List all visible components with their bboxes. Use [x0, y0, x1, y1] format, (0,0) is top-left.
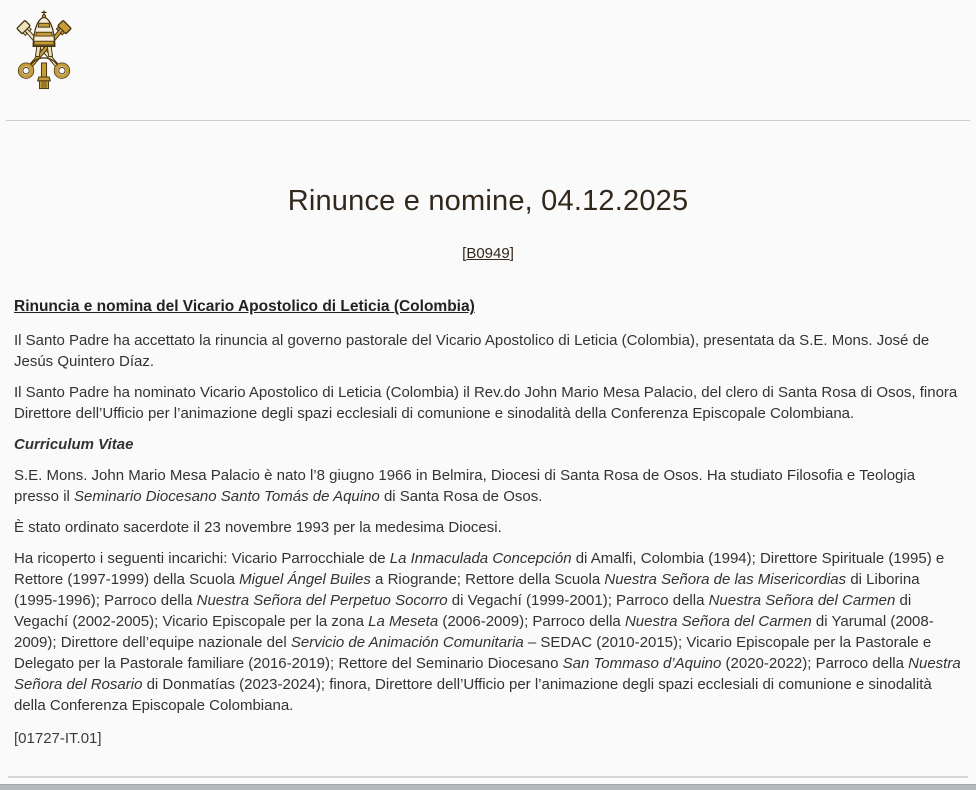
text-run: di Vegachí (2002-2005); Vicario Episcopale per la zona — [14, 592, 912, 631]
text-run: di Santa Rosa de Osos. — [379, 488, 543, 506]
article-heading: Rinuncia e nomina del Vicario Apostolico di Leticia (Colombia) — [14, 298, 475, 316]
text-run: Il Santo Padre ha nominato Vicario Apostolico di Leticia (Colombia) il Rev.do John Mario Mesa Palacio, del clero di Santa Rosa di Osos, finora Direttore dell’Ufficio per l’animazione degli spazi ecclesiali di comunione e sinodalità della Conferenza Episcopale Colombiana. — [14, 384, 958, 423]
text-run: di Liborina (1995-1996); Parroco della — [14, 571, 920, 610]
text-run: di Yarumal (2008-2009); Direttore dell’equipe nazionale del — [14, 613, 934, 652]
holy-see-crest-logo — [12, 8, 76, 100]
text-run: a Riogrande; Rettore della Scuola — [370, 571, 605, 589]
text-run: Curriculum Vitae — [14, 436, 134, 454]
text-run: La Inmaculada Concepción — [389, 550, 572, 568]
text-run: Il Santo Padre ha accettato la rinuncia al governo pastorale del Vicario Apostolico di Leticia (Colombia), presentata da S.E. Mons. José de Jesús Quintero Díaz. — [14, 332, 930, 371]
text-run: Ha ricoperto i seguenti incarichi: Vicario Parrocchiale de — [14, 550, 390, 568]
text-run: di Donmatías (2023-2024); finora, Direttore dell’Ufficio per l’animazione degli spazi ecclesiali di comunione e sinodalità della Conferenza Episcopale Colombiana. — [14, 676, 932, 715]
paragraph — [14, 465, 962, 507]
text-run: di Vegachí (1999-2001); Parroco della — [447, 592, 709, 610]
bulletin-content — [0, 121, 976, 747]
bulletin-code-open-bracket: [ — [462, 245, 467, 263]
bulletin-code-link[interactable]: B0949 — [466, 245, 510, 263]
paragraph — [14, 330, 962, 372]
document-code: [01727-IT.01] — [14, 730, 102, 748]
text-run: S.E. Mons. John Mario Mesa Palacio è nato l’8 giugno 1966 in Belmira, Diocesi di Santa Rosa de Osos. Ha studiato Filosofia e Teologia presso il — [14, 467, 916, 506]
text-run: Nuestra Señora de las Misericordias — [604, 571, 847, 589]
text-run: Servicio de Animación Comunitaria — [290, 634, 524, 652]
text-run: (2020-2022); Parroco della — [721, 655, 909, 673]
bulletin-code — [14, 245, 962, 262]
text-run: (2006-2009); Parroco della — [438, 613, 625, 631]
bottom-divider — [8, 776, 968, 778]
text-run: San Tommaso d’Aquino — [562, 655, 722, 673]
article-body — [14, 330, 962, 716]
holy-see-crest-icon — [12, 8, 76, 100]
window-bottom-edge — [0, 784, 976, 790]
text-run: La Meseta — [368, 613, 439, 631]
paragraph — [14, 517, 962, 538]
text-run: Nuestra Señora del Rosario — [14, 655, 961, 694]
text-run: È stato ordinato sacerdote il 23 novembre 1993 per la medesima Diocesi. — [14, 519, 502, 537]
text-run: di Amalfi, Colombia (1994); Direttore Spirituale (1995) e Rettore (1997-1999) della Scuola — [14, 550, 945, 589]
text-run: Nuestra Señora del Carmen — [708, 592, 896, 610]
text-run: Seminario Diocesano Santo Tomás de Aquino — [74, 488, 380, 506]
page-title: Rinunce e nomine, 04.12.2025 — [287, 185, 689, 217]
paragraph — [14, 382, 962, 424]
text-run: Nuestra Señora del Perpetuo Socorro — [196, 592, 448, 610]
bulletin-code-close-bracket: ] — [509, 245, 514, 263]
text-run: Miguel Ángel Builes — [239, 571, 371, 589]
paragraph — [14, 434, 962, 455]
paragraph — [14, 548, 962, 716]
text-run: Nuestra Señora del Carmen — [624, 613, 812, 631]
text-run: – SEDAC (2010-2015); Vicario Episcopale per la Pastorale e Delegato per la Pastorale familiare (2016-2019); Rettore del Seminario Diocesano — [14, 634, 932, 673]
